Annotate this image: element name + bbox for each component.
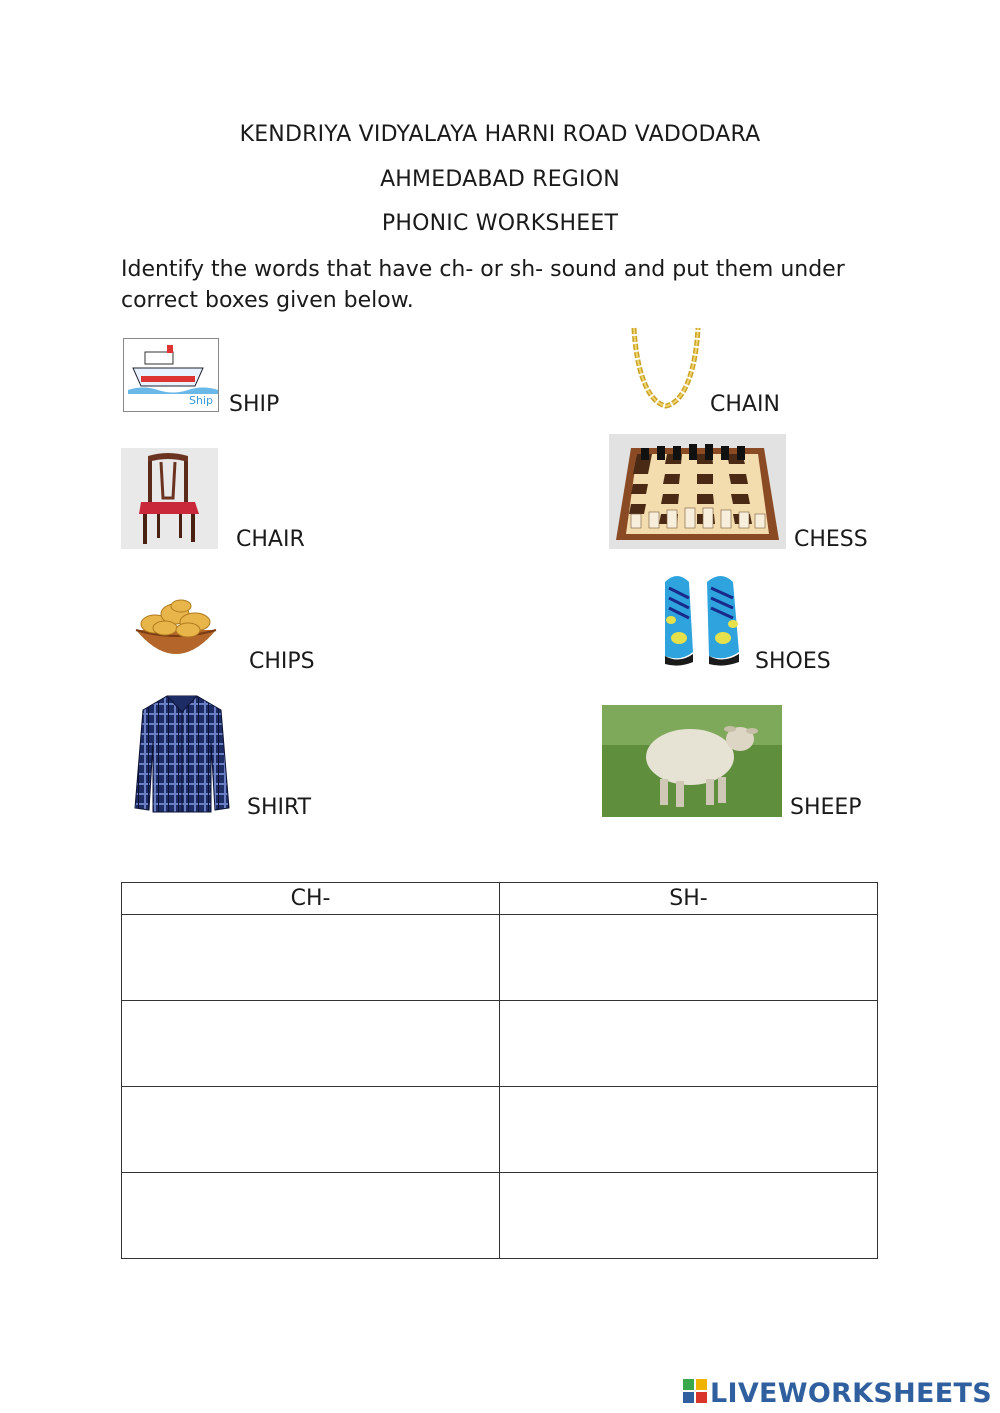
school-name: KENDRIYA VIDYALAYA HARNI ROAD VADODARA — [239, 122, 761, 147]
table-row — [122, 1173, 878, 1259]
word-shirt: SHIRT — [247, 795, 312, 820]
ch-answer-cell[interactable] — [122, 915, 500, 1001]
shoes-picture — [659, 568, 747, 670]
region-name: AHMEDABAD REGION — [380, 167, 620, 192]
sheep-picture — [602, 705, 782, 817]
sh-answer-input[interactable] — [500, 1001, 877, 1086]
instruction-text: Identify the words that have ch- or sh- sound and put them under correct boxes given below. — [121, 257, 845, 313]
table-row — [122, 915, 878, 1001]
ch-answer-cell[interactable] — [122, 1087, 500, 1173]
shirt-picture — [131, 690, 233, 816]
ch-answer-input[interactable] — [122, 1087, 499, 1172]
ch-answer-input[interactable] — [122, 1173, 499, 1258]
chips-picture — [133, 598, 219, 672]
sh-answer-cell[interactable] — [500, 1173, 878, 1259]
column-header-ch: CH- — [122, 883, 500, 915]
liveworksheets-brand[interactable] — [683, 1378, 992, 1410]
word-chain: CHAIN — [710, 392, 780, 417]
sh-answer-input[interactable] — [500, 915, 877, 1000]
word-shoes: SHOES — [755, 649, 831, 674]
sh-answer-input[interactable] — [500, 1173, 877, 1258]
ch-answer-cell[interactable] — [122, 1001, 500, 1087]
table-row — [122, 1087, 878, 1173]
chair-picture — [121, 448, 218, 549]
table-header-row — [122, 883, 878, 915]
word-chess: CHESS — [794, 527, 868, 552]
column-header-sh: SH- — [500, 883, 878, 915]
word-sheep: SHEEP — [790, 795, 862, 820]
ch-answer-cell[interactable] — [122, 1173, 500, 1259]
sorting-table — [121, 882, 878, 1259]
brand-name: LIVEWORKSHEETS — [709, 1378, 992, 1409]
chess-picture — [609, 434, 786, 549]
word-ship: SHIP — [229, 392, 280, 417]
ship-caption: Ship — [189, 394, 213, 407]
table-row — [122, 1001, 878, 1087]
sh-answer-cell[interactable] — [500, 915, 878, 1001]
ship-picture — [123, 338, 219, 412]
ch-answer-input[interactable] — [122, 915, 499, 1000]
liveworksheets-logo-icon — [683, 1379, 707, 1410]
sh-answer-cell[interactable] — [500, 1087, 878, 1173]
word-chair: CHAIR — [236, 527, 305, 552]
word-chips: CHIPS — [249, 649, 315, 674]
chain-picture — [628, 326, 704, 410]
sh-answer-cell[interactable] — [500, 1001, 878, 1087]
worksheet-title: PHONIC WORKSHEET — [381, 211, 619, 236]
sh-answer-input[interactable] — [500, 1087, 877, 1172]
ch-answer-input[interactable] — [122, 1001, 499, 1086]
